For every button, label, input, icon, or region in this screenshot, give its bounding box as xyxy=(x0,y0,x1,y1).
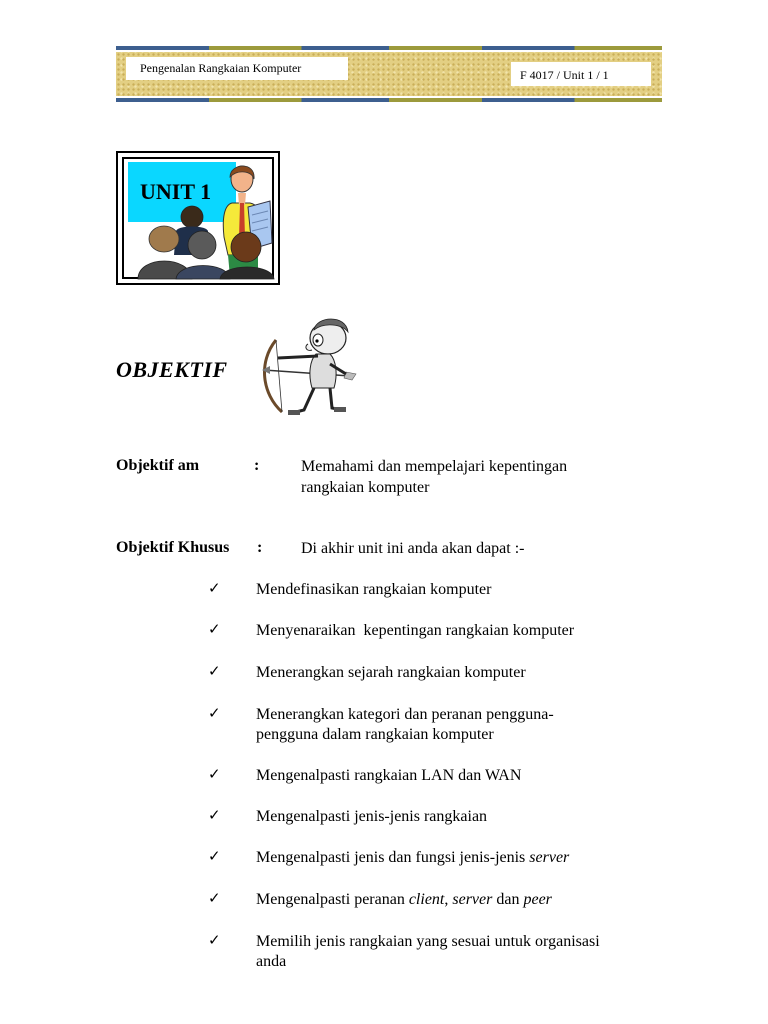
objektif-am-colon: : xyxy=(254,457,260,474)
checkmark-icon: ✓ xyxy=(208,662,221,680)
header-bottom-stripe xyxy=(116,98,662,102)
checklist-item-text-part: Mengenalpasti peranan xyxy=(256,891,409,908)
checklist-item-emphasis: peer xyxy=(523,891,552,908)
checklist-item-text: Mengenalpasti jenis-jenis rangkaian xyxy=(256,808,488,825)
objektif-am-text-line1: Memahami dan mempelajari kepentingan xyxy=(301,458,568,475)
header-top-stripe xyxy=(116,46,662,50)
checklist-item-text: Menyenaraikan kepentingan rangkaian komputer xyxy=(256,622,575,639)
checklist-item-emphasis: client xyxy=(408,891,445,908)
checkmark-icon: ✓ xyxy=(208,889,221,907)
checklist-item-text: Menerangkan kategori dan peranan pengguna- xyxy=(256,706,554,723)
checkmark-icon: ✓ xyxy=(208,847,221,865)
objektif-khusus-intro: Di akhir unit ini anda akan dapat :- xyxy=(301,540,525,557)
objektif-am-text-line2: rangkaian komputer xyxy=(301,479,430,496)
archer-clipart xyxy=(258,312,362,420)
page-reference: F 4017 / Unit 1 / 1 xyxy=(511,62,651,86)
checklist-item-text-part: dan xyxy=(492,891,524,908)
checklist-item-emphasis: server xyxy=(452,891,493,908)
objektif-am-label: Objektif am xyxy=(116,457,200,474)
unit-badge-frame xyxy=(122,157,274,279)
checkmark-icon: ✓ xyxy=(208,620,221,638)
unit-badge xyxy=(116,151,280,285)
checkmark-icon: ✓ xyxy=(208,806,221,824)
checklist-item-text-cont: pengguna dalam rangkaian komputer xyxy=(256,726,494,743)
checklist-item-text: Mengenalpasti rangkaian LAN dan WAN xyxy=(256,767,522,784)
objektif-khusus-label: Objektif Khusus xyxy=(116,539,230,556)
course-title: Pengenalan Rangkaian Komputer xyxy=(126,57,348,80)
section-title: OBJEKTIF xyxy=(116,357,228,382)
checklist-item-text-part: , xyxy=(444,891,453,908)
checklist-item-text-part: Mengenalpasti jenis dan fungsi jenis-jenis xyxy=(256,849,530,866)
unit-title: UNIT 1 xyxy=(140,179,212,204)
checklist-item-text xyxy=(256,890,656,910)
checkmark-icon: ✓ xyxy=(208,765,221,783)
checkmark-icon: ✓ xyxy=(208,579,221,597)
checklist-item-text: Mendefinasikan rangkaian komputer xyxy=(256,581,492,598)
checklist-item-emphasis: server xyxy=(529,849,570,866)
meeting-clipart xyxy=(124,159,276,281)
checklist-item-text: Menerangkan sejarah rangkaian komputer xyxy=(256,664,526,681)
objektif-khusus-colon: : xyxy=(257,539,263,556)
checkmark-icon: ✓ xyxy=(208,704,221,722)
page-header xyxy=(116,46,662,102)
checklist-item-text: Memilih jenis rangkaian yang sesuai untuk organisasi xyxy=(256,933,600,950)
checklist-item-text xyxy=(256,848,656,868)
checklist-item-text-cont: anda xyxy=(256,953,287,970)
checkmark-icon: ✓ xyxy=(208,931,221,949)
